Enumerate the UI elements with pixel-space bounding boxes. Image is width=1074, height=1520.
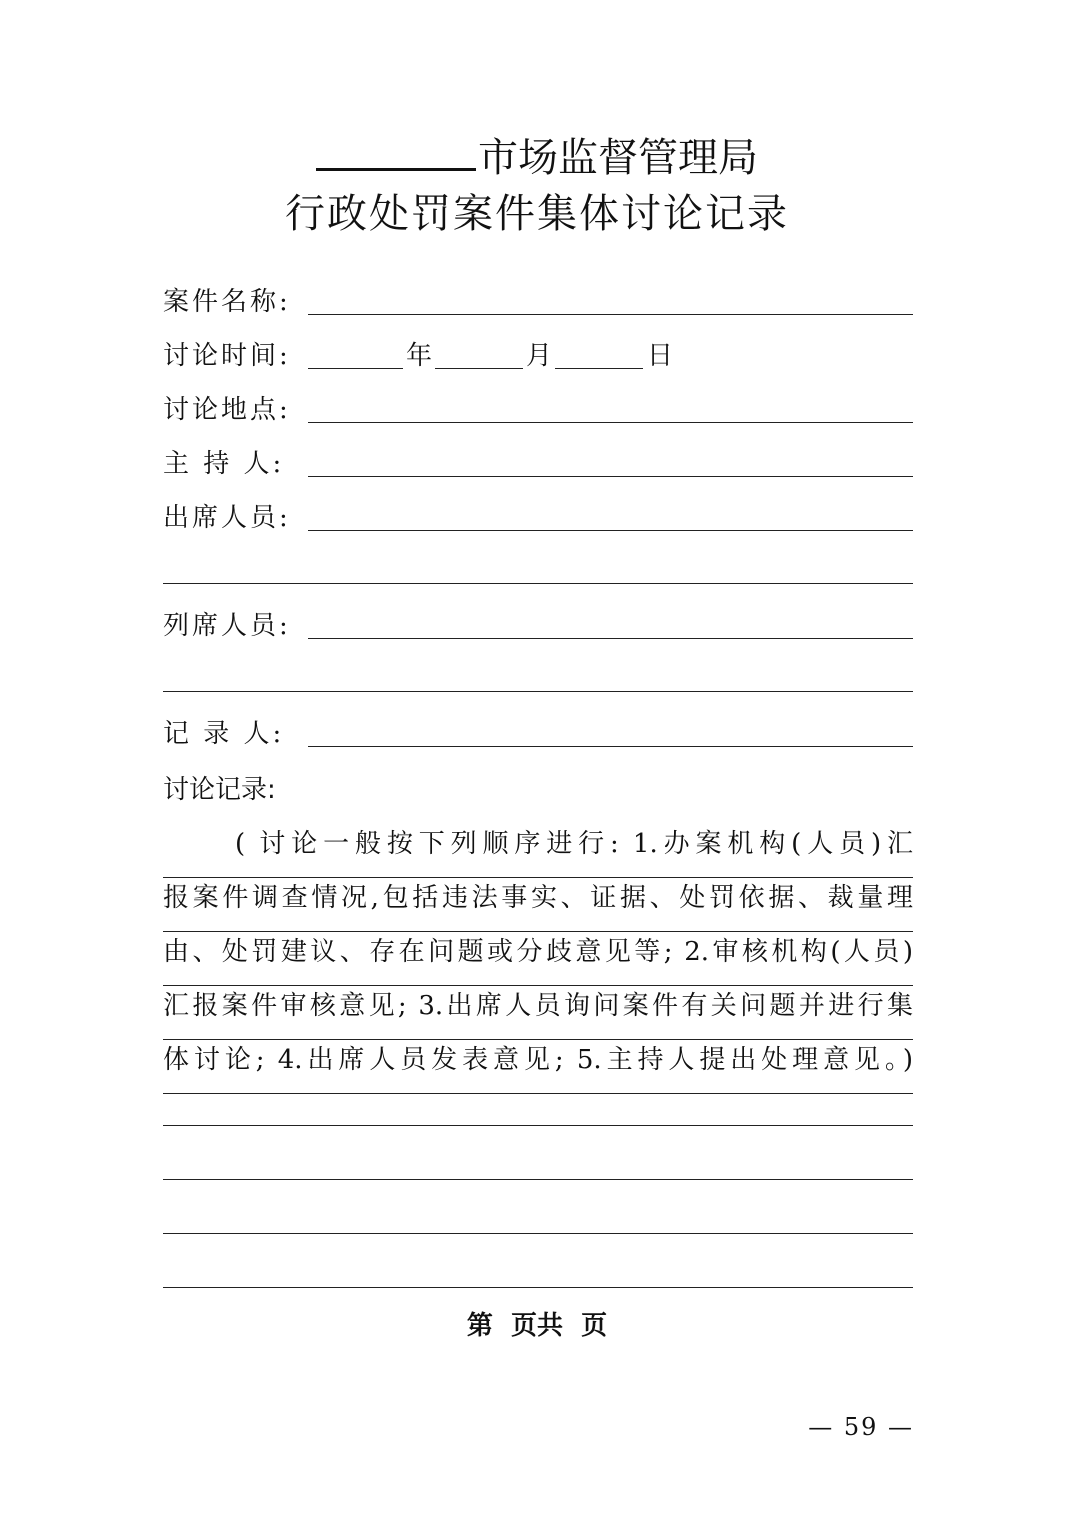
observers-extra-line[interactable] xyxy=(163,691,913,692)
host-label: 主 持 人: xyxy=(163,449,285,479)
observers-input-line[interactable] xyxy=(308,638,913,639)
case-name-input-line[interactable] xyxy=(308,314,913,315)
record-line[interactable] xyxy=(163,1125,913,1126)
recorder-label: 记 录 人: xyxy=(163,719,285,749)
time-label: 讨论时间: xyxy=(163,341,291,371)
instruction-line: 报案件调查情况,包括违法事实、证据、处罚依据、裁量理 xyxy=(163,878,913,932)
case-name-label: 案件名称: xyxy=(163,287,291,317)
year-input-line[interactable] xyxy=(308,368,403,369)
month-unit: 月 xyxy=(526,341,553,371)
field-host xyxy=(163,444,913,484)
field-attendees xyxy=(163,498,913,538)
field-case-name xyxy=(163,282,913,322)
bureau-title-text: 市场监督管理局 xyxy=(478,135,758,181)
place-label: 讨论地点: xyxy=(163,395,291,425)
document-title-line2: 行政处罚案件集体讨论记录 xyxy=(285,191,789,237)
page-info: 第 页共 页 xyxy=(466,1311,608,1341)
record-line[interactable] xyxy=(163,1233,913,1234)
year-unit: 年 xyxy=(406,341,433,371)
field-discussion-time xyxy=(163,336,913,376)
record-line[interactable] xyxy=(163,1287,913,1288)
field-recorder xyxy=(163,714,913,754)
attendees-label: 出席人员: xyxy=(163,503,291,533)
instruction-line: ( 讨论一般按下列顺序进行: 1.办案机构(人员)汇 xyxy=(163,824,913,878)
recorder-input-line[interactable] xyxy=(308,746,913,747)
instruction-line: 体讨论; 4.出席人员发表意见; 5.主持人提出处理意见。) xyxy=(163,1040,913,1094)
page-number: — 59 — xyxy=(808,1413,914,1441)
observers-label: 列席人员: xyxy=(163,611,291,641)
attendees-input-line[interactable] xyxy=(308,530,913,531)
instruction-line: 汇报案件审核意见; 3.出席人员询问案件有关问题并进行集 xyxy=(163,986,913,1040)
document-title-line1 xyxy=(0,132,1074,182)
day-input-line[interactable] xyxy=(555,368,643,369)
instruction-line: 由、处罚建议、存在问题或分歧意见等; 2.审核机构(人员) xyxy=(163,932,913,986)
month-input-line[interactable] xyxy=(435,368,523,369)
record-line[interactable] xyxy=(163,1179,913,1180)
host-input-line[interactable] xyxy=(308,476,913,477)
discussion-instructions xyxy=(163,824,913,1094)
attendees-extra-line[interactable] xyxy=(163,583,913,584)
field-observers xyxy=(163,606,913,646)
place-input-line[interactable] xyxy=(308,422,913,423)
bureau-name-blank[interactable] xyxy=(316,132,476,171)
field-discussion-place xyxy=(163,390,913,430)
discussion-heading: 讨论记录: xyxy=(163,775,276,805)
day-unit: 日 xyxy=(647,341,674,371)
